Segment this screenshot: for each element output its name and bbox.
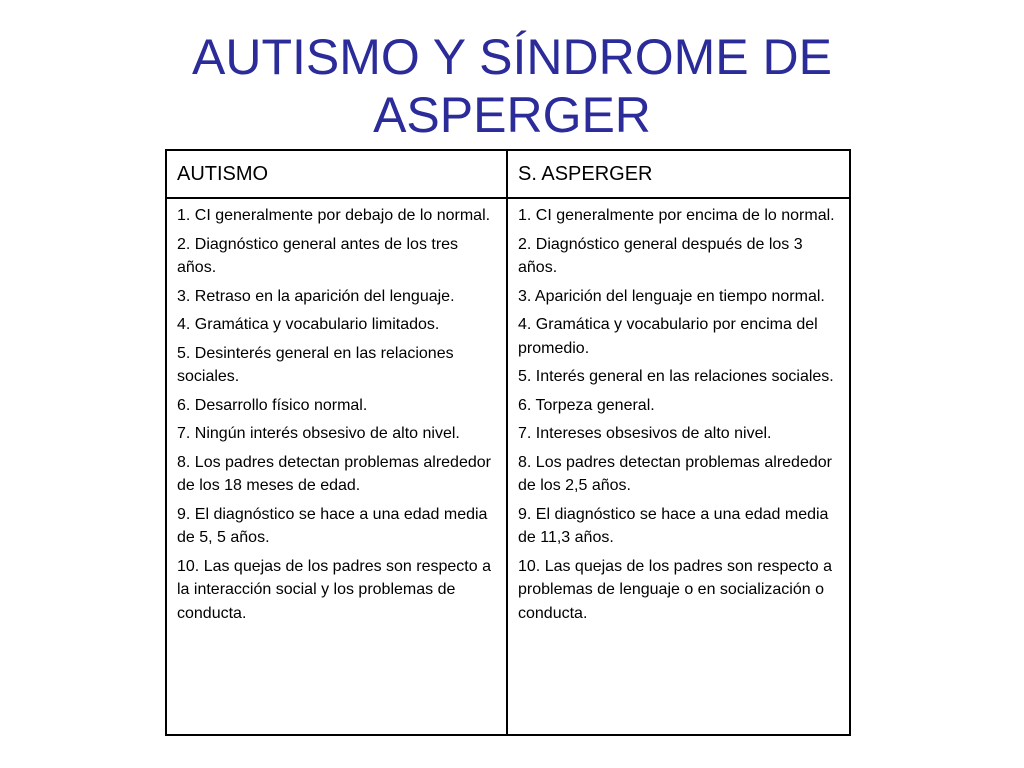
autismo-item: 4. Gramática y vocabulario limitados. [177, 316, 440, 333]
slide-title [0, 28, 1024, 144]
autismo-item: 3. Retraso en la aparición del lenguaje. [177, 287, 455, 305]
comparison-table [165, 149, 851, 736]
autismo-item: 10. Las quejas de los padres son respecto a la interacción social y los problemas de conducta. [177, 557, 491, 622]
header-asperger: S. ASPERGER [507, 150, 850, 198]
header-autismo: AUTISMO [166, 150, 507, 198]
asperger-item: 7. Intereses obsesivos de alto nivel. [518, 425, 772, 442]
asperger-item: 5. Interés general en las relaciones sociales. [518, 368, 834, 385]
asperger-item: 9. El diagnóstico se hace a una edad media de 11,3 años. [518, 505, 829, 546]
asperger-item: 6. Torpeza general. [518, 396, 655, 414]
table-row [166, 198, 850, 735]
table-header-row [166, 150, 850, 198]
slide-title-line-1: AUTISMO Y SÍNDROME DE [192, 29, 832, 85]
asperger-item: 10. Las quejas de los padres son respecto a problemas de lenguaje o en socialización o conducta. [518, 557, 832, 622]
autismo-item: 6. Desarrollo físico normal. [177, 396, 368, 414]
autismo-item: 5. Desinterés general en las relaciones sociales. [177, 344, 454, 385]
asperger-item: 3. Aparición del lenguaje en tiempo normal. [518, 287, 825, 305]
asperger-item: 1. CI generalmente por encima de lo normal. [518, 207, 835, 224]
autismo-cell [166, 198, 507, 735]
asperger-item: 4. Gramática y vocabulario por encima del promedio. [518, 316, 818, 357]
asperger-item: 8. Los padres detectan problemas alrededor de los 2,5 años. [518, 453, 832, 494]
autismo-item: 9. El diagnóstico se hace a una edad media de 5, 5 años. [177, 505, 488, 546]
autismo-item: 7. Ningún interés obsesivo de alto nivel. [177, 425, 460, 442]
asperger-item: 2. Diagnóstico general después de los 3 años. [518, 235, 803, 276]
asperger-cell [507, 198, 850, 735]
slide-title-line-2: ASPERGER [373, 87, 651, 143]
autismo-item: 8. Los padres detectan problemas alrededor de los 18 meses de edad. [177, 453, 491, 494]
autismo-item: 2. Diagnóstico general antes de los tres años. [177, 235, 459, 276]
autismo-item: 1. CI generalmente por debajo de lo normal. [177, 207, 491, 224]
